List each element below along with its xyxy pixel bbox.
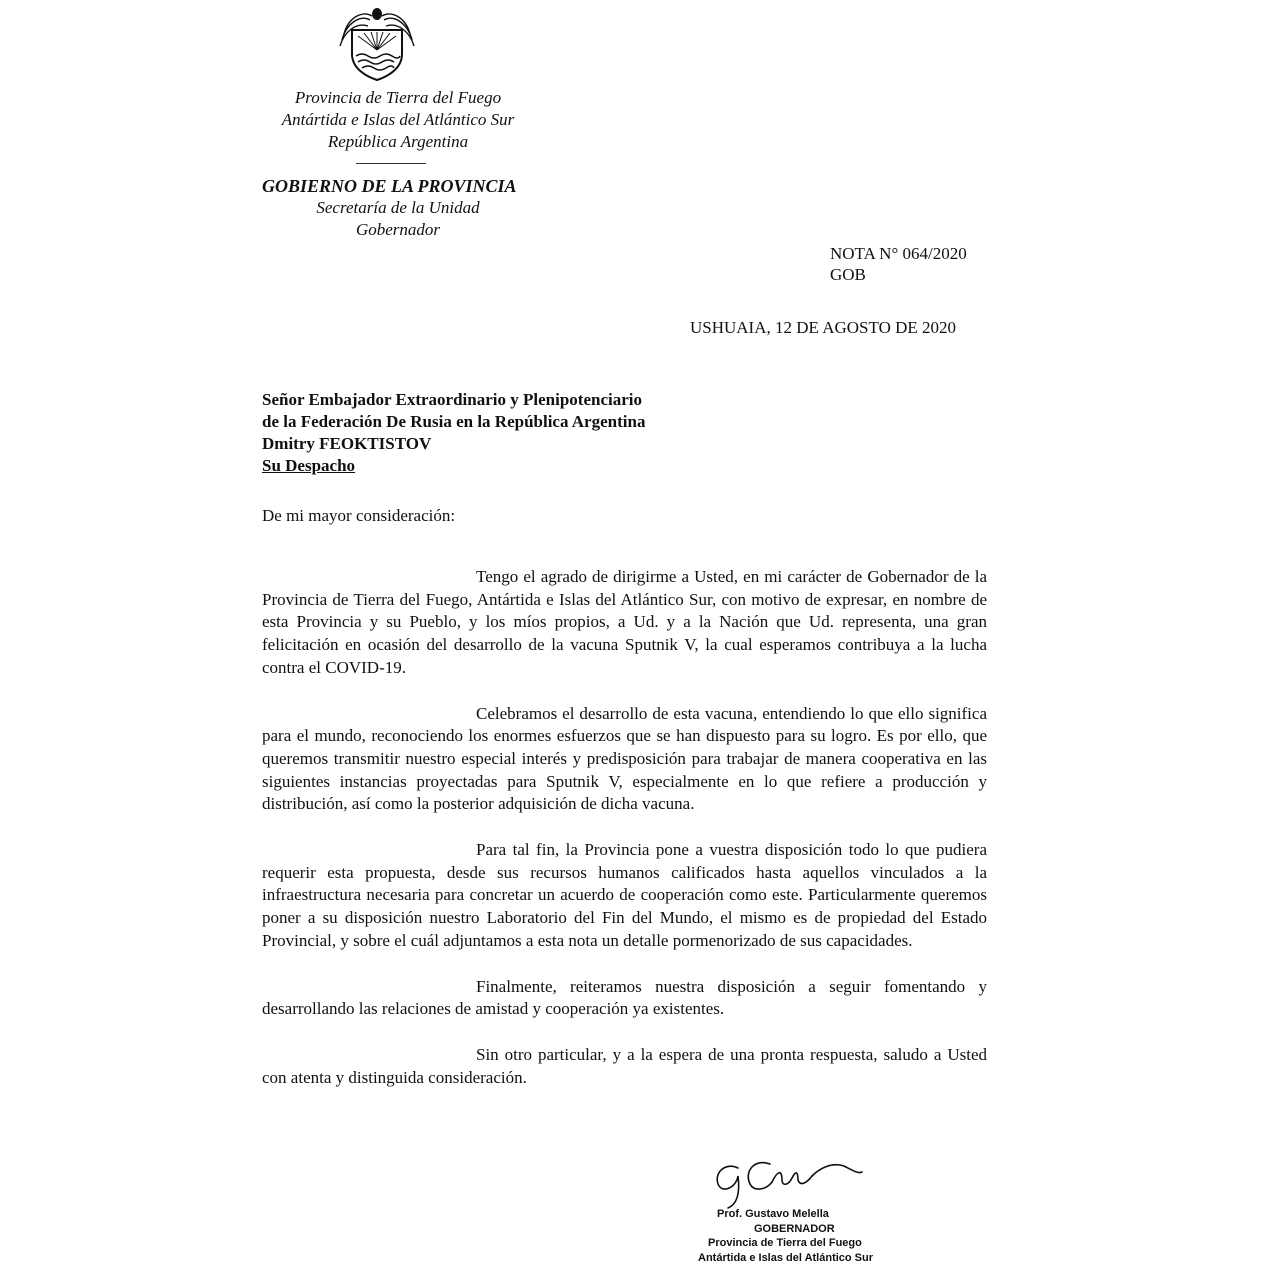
- signatory-province-line: Provincia de Tierra del Fuego: [708, 1237, 862, 1249]
- coat-of-arms-icon: [334, 4, 420, 82]
- note-number: NOTA N° 064/2020: [830, 244, 967, 263]
- letterhead-province: [262, 87, 534, 153]
- body-paragraph: Tengo el agrado de dirigirme a Usted, en mi carácter de Gobernador de la Provincia de Tierra del Fuego, Antártida e Islas del Atlántico Sur, con motivo de expresar, en nombre de esta Provincia y su Pueblo, y los míos propios, a Ud. y a la Nación que Ud. representa, una gran felicitación en ocasión del desarrollo de la vacuna Sputnik V, la cual esperamos contribuya a la lucha contra el COVID-19.: [262, 567, 987, 677]
- salutation: De mi mayor consideración:: [262, 506, 456, 525]
- letterhead-secretariat-line: Secretaría de la Unidad: [316, 198, 480, 217]
- letterhead-divider: [356, 163, 426, 164]
- letterhead-province-line: Antártida e Islas del Atlántico Sur: [281, 110, 515, 129]
- body-paragraph: Para tal fin, la Provincia pone a vuestra disposición todo lo que pudiera requerir esta propuesta, desde sus recursos humanos calificados hasta aquellos vinculados a la infraestructura necesaria para concretar un acuerdo de cooperación como este. Particularmente queremos poner a su disposición nuestro Laboratorio del Fin del Mundo, el mismo es de propiedad del Estado Provincial, y sobre el cuál adjuntamos a esta nota un detalle pormenorizado de sus capacidades.: [262, 840, 987, 950]
- signature-block: [690, 1207, 910, 1265]
- letterhead-province-line: República Argentina: [327, 132, 469, 151]
- signatory-name: Prof. Gustavo Melella: [717, 1208, 829, 1220]
- addressee-line: Señor Embajador Extraordinario y Plenipotenciario: [262, 390, 642, 409]
- body-paragraph: Celebramos el desarrollo de esta vacuna, entendiendo lo que ello significa para el mundo, reconociendo los enormes esfuerzos que se han dispuesto para su logro. Es por ello, que queremos transmitir nuestro especial interés y predisposición para trabajar de manera cooperativa en las siguientes instancias proyectadas para Sputnik V, especialmente en lo que refiere a producción y distribución, así como la posterior adquisición de dicha vacuna.: [262, 703, 987, 814]
- letterhead-secretariat-line: Gobernador: [355, 220, 441, 239]
- addressee-block: [262, 389, 645, 477]
- note-code: GOB: [830, 265, 866, 284]
- signatory-title: GOBERNADOR: [754, 1222, 835, 1235]
- addressee-line: Dmitry FEOKTISTOV: [262, 434, 432, 453]
- body-paragraph: Finalmente, reiteramos nuestra disposición a seguir fomentando y desarrollando las relaciones de amistad y cooperación ya existentes.: [262, 976, 987, 1019]
- letterhead-government: GOBIERNO DE LA PROVINCIA: [262, 176, 517, 196]
- date-line: USHUAIA, 12 DE AGOSTO DE 2020: [690, 318, 957, 337]
- letter-body: [262, 566, 987, 1112]
- addressee-office: Su Despacho: [262, 456, 356, 475]
- body-paragraph: Sin otro particular, y a la espera de una pronta respuesta, saludo a Usted con atenta y distinguida consideración.: [262, 1044, 987, 1087]
- letterhead-secretariat: [262, 197, 534, 241]
- signatory-province-line: Antártida e Islas del Atlántico Sur: [698, 1251, 874, 1264]
- addressee-line: de la Federación De Rusia en la República Argentina: [262, 412, 646, 431]
- note-reference: [830, 243, 967, 285]
- signature-icon: [708, 1152, 866, 1210]
- letterhead-province-line: Provincia de Tierra del Fuego: [294, 88, 502, 107]
